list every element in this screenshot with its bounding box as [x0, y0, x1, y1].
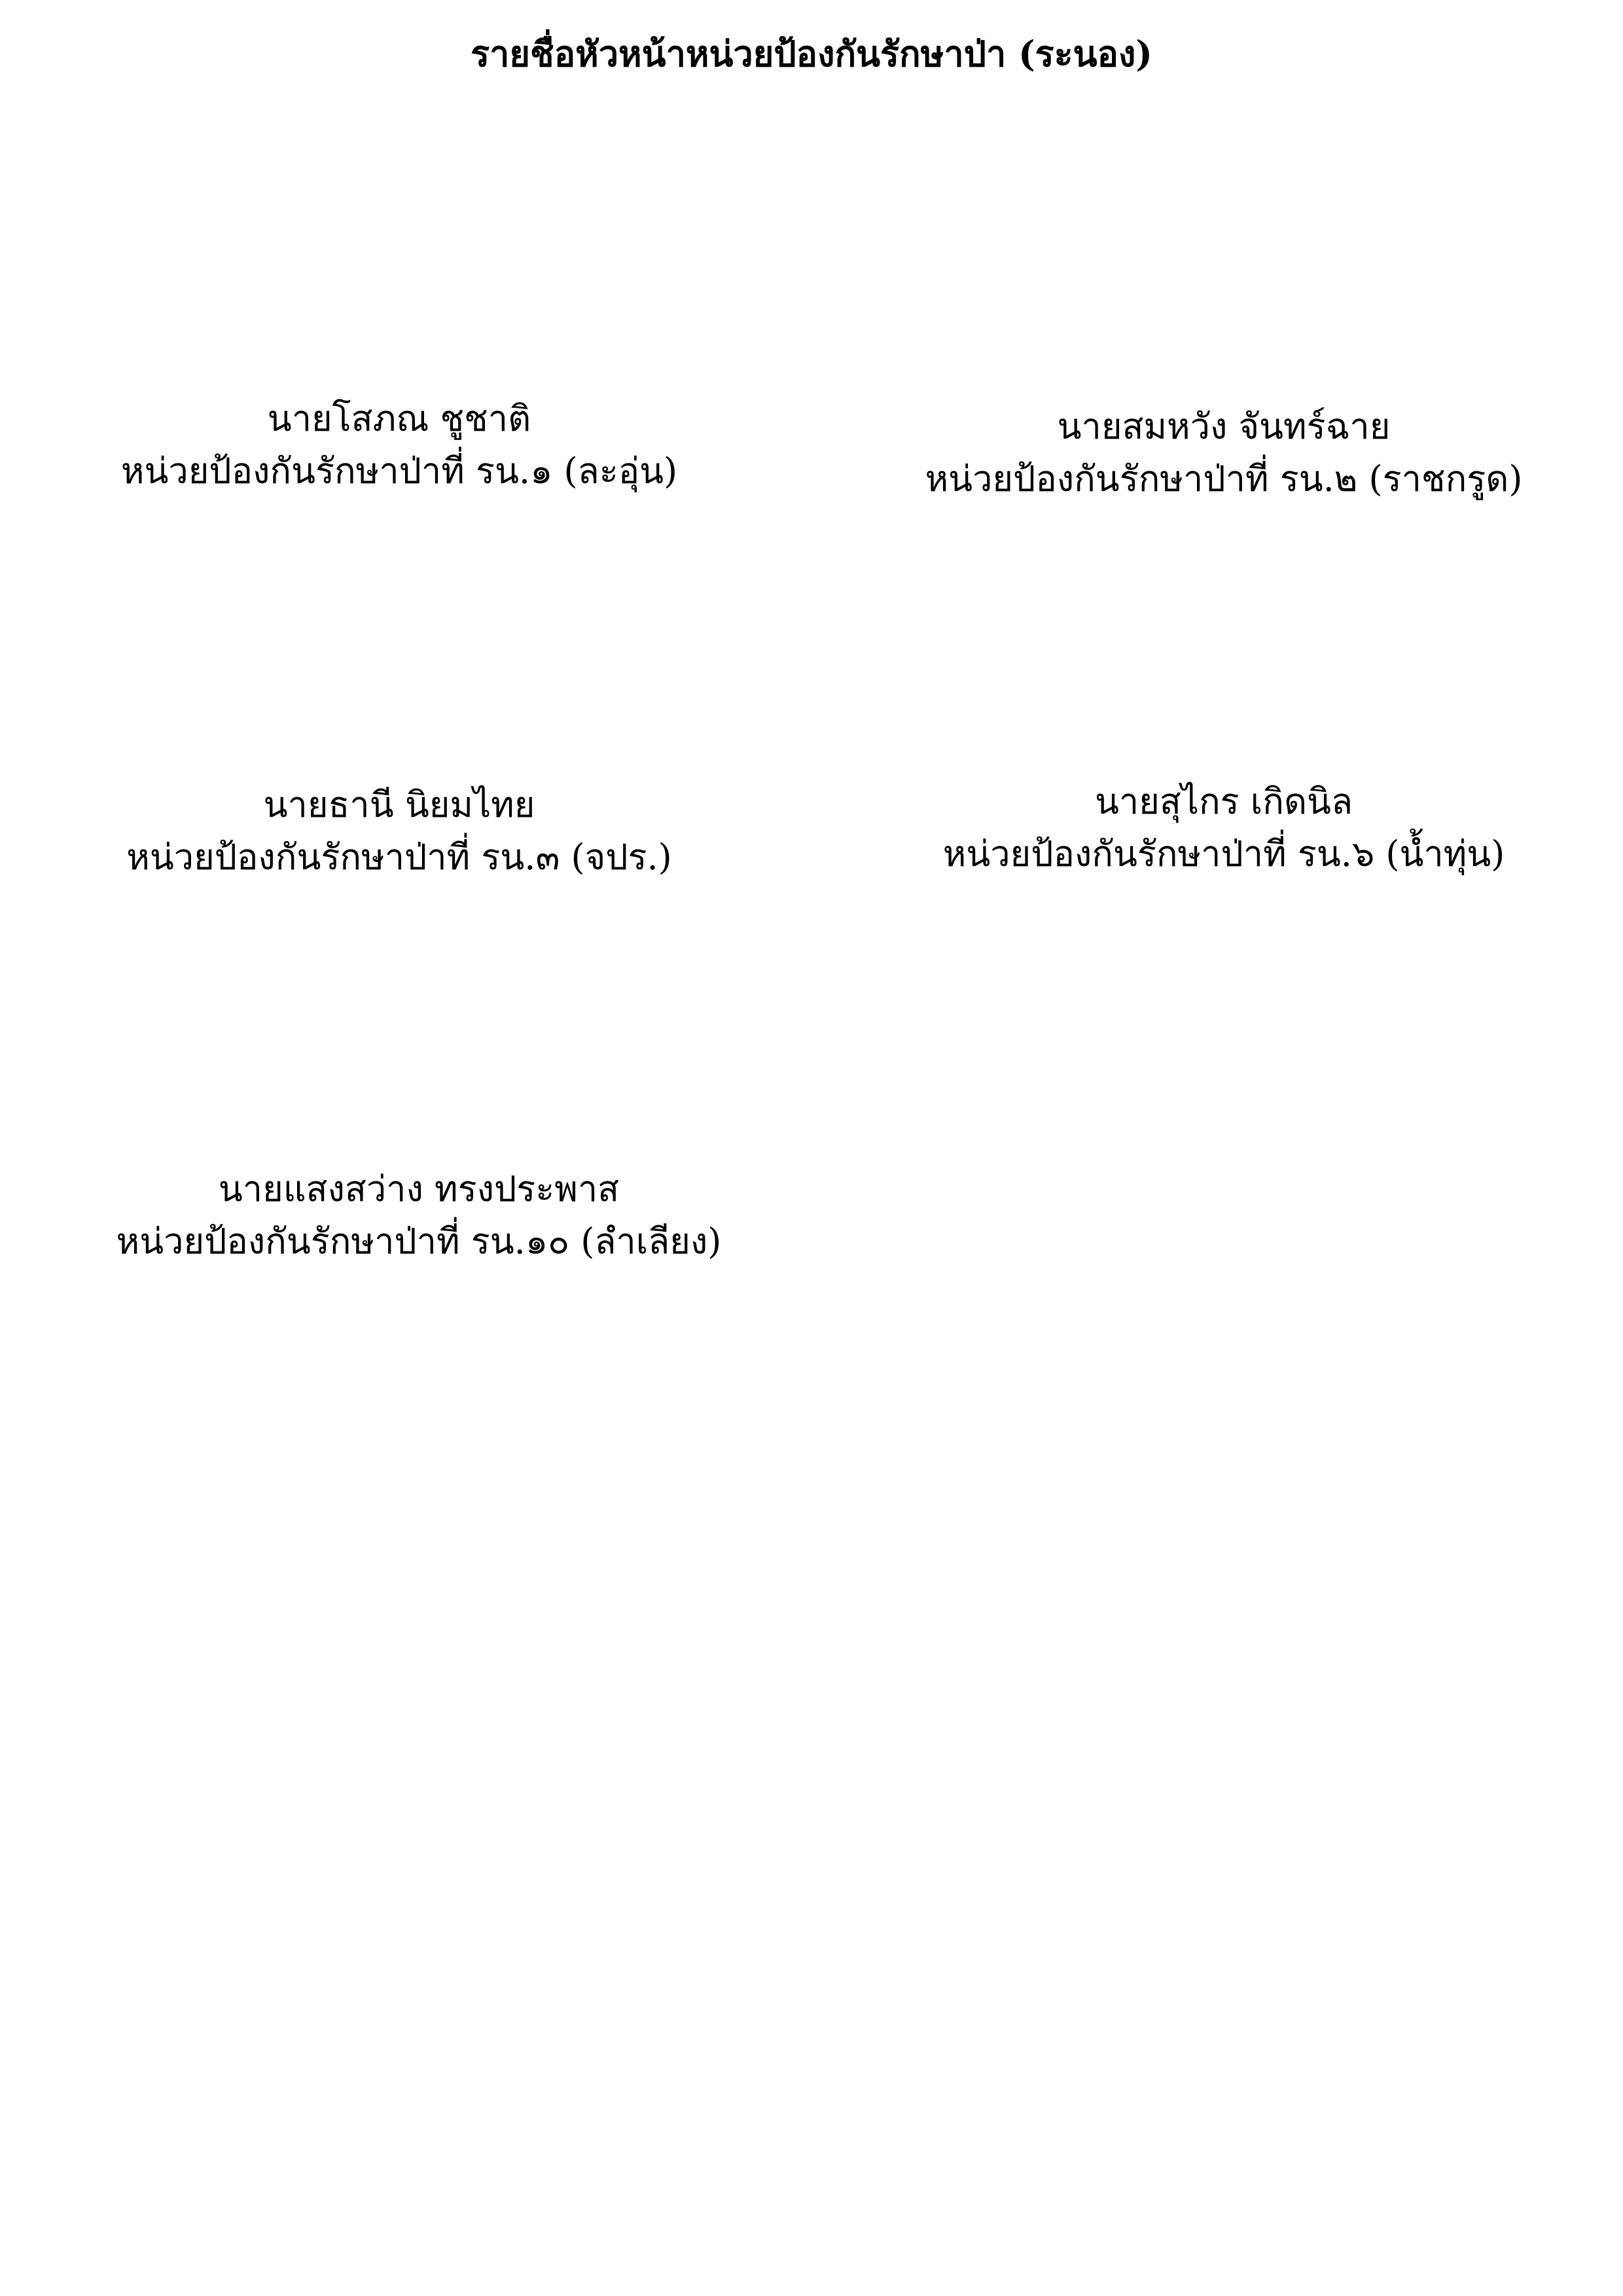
head-name: นายแสงสว่าง ทรงประพาส	[218, 1168, 620, 1210]
head-name: นายโสภณ ชูชาติ	[267, 398, 531, 439]
page-title: รายชื่อหัวหน้าหน่วยป้องกันรักษาป่า (ระนอง)	[471, 33, 1152, 75]
unit-name: หน่วยป้องกันรักษาป่าที่ รน.๖ (น้ำทุ่น)	[942, 833, 1505, 874]
unit-head-card	[92, 1163, 746, 1268]
head-name: นายธานี นิยมไทย	[263, 784, 535, 825]
unit-name: หน่วยป้องกันรักษาป่าที่ รน.๒ (ราชกรูด)	[925, 458, 1523, 499]
unit-name: หน่วยป้องกันรักษาป่าที่ รน.๓ (จปร.)	[126, 836, 672, 878]
unit-head-card	[72, 393, 726, 497]
unit-head-card	[72, 779, 726, 884]
head-name: นายสมหวัง จันทร์ฉาย	[1057, 406, 1391, 447]
head-name: นายสุไกร เกิดนิล	[1094, 781, 1353, 822]
unit-name: หน่วยป้องกันรักษาป่าที่ รน.๑๐ (ลำเลียง)	[116, 1221, 722, 1262]
unit-name: หน่วยป้องกันรักษาป่าที่ รน.๑ (ละอุ่น)	[120, 450, 678, 492]
unit-head-card	[897, 776, 1551, 880]
unit-head-card	[897, 401, 1551, 505]
